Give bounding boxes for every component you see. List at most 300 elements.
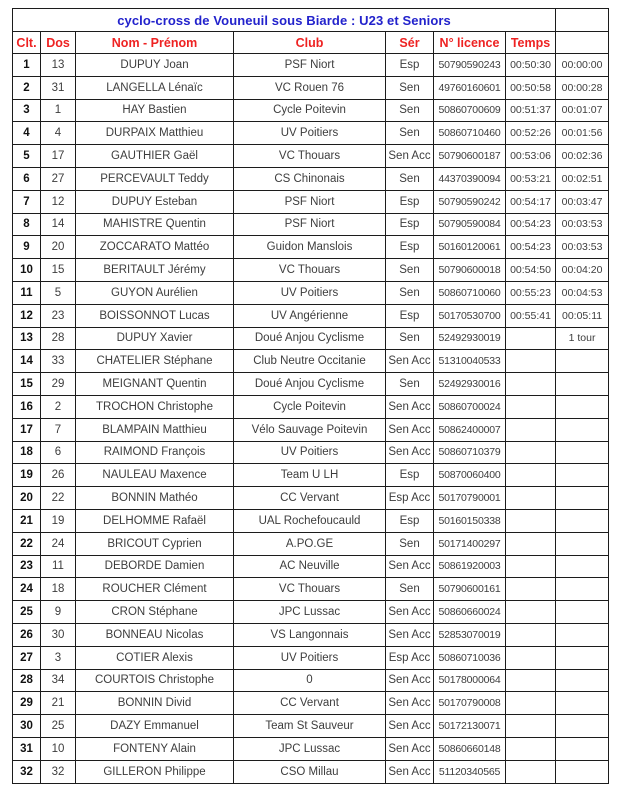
club-cell: Guidon Manslois xyxy=(234,236,386,259)
rank-cell: 2 xyxy=(13,76,41,99)
table-row xyxy=(13,281,609,304)
category-cell: Sen xyxy=(386,99,434,122)
name-cell: GILLERON Philippe xyxy=(76,760,234,783)
bib-cell: 7 xyxy=(41,418,76,441)
table-row xyxy=(13,646,609,669)
club-cell: UV Poitiers xyxy=(234,441,386,464)
time-cell: 00:50:30 xyxy=(506,54,556,77)
category-cell: Esp Acc xyxy=(386,487,434,510)
time-cell xyxy=(506,395,556,418)
rank-cell: 10 xyxy=(13,259,41,282)
time-cell xyxy=(506,669,556,692)
time-cell: 00:54:17 xyxy=(506,190,556,213)
name-cell: DUPUY Esteban xyxy=(76,190,234,213)
col-header-rank: Clt. xyxy=(13,32,41,54)
gap-cell xyxy=(556,623,609,646)
table-row xyxy=(13,418,609,441)
gap-cell: 00:00:28 xyxy=(556,76,609,99)
name-cell: FONTENY Alain xyxy=(76,737,234,760)
rank-cell: 3 xyxy=(13,99,41,122)
rank-cell: 27 xyxy=(13,646,41,669)
category-cell: Sen Acc xyxy=(386,623,434,646)
rank-cell: 20 xyxy=(13,487,41,510)
licence-cell: 50790600018 xyxy=(434,259,506,282)
name-cell: BONNIN Mathéo xyxy=(76,487,234,510)
club-cell: Cycle Poitevin xyxy=(234,99,386,122)
club-cell: CC Vervant xyxy=(234,487,386,510)
category-cell: Sen xyxy=(386,373,434,396)
category-cell: Sen Acc xyxy=(386,601,434,624)
table-row xyxy=(13,190,609,213)
rank-cell: 30 xyxy=(13,715,41,738)
gap-cell xyxy=(556,760,609,783)
club-cell: 0 xyxy=(234,669,386,692)
name-cell: DELHOMME Rafaël xyxy=(76,509,234,532)
title-spacer xyxy=(556,9,609,32)
licence-cell: 50860660148 xyxy=(434,737,506,760)
licence-cell: 50171400297 xyxy=(434,532,506,555)
time-cell xyxy=(506,555,556,578)
licence-cell: 50790600187 xyxy=(434,145,506,168)
col-header-club: Club xyxy=(234,32,386,54)
club-cell: PSF Niort xyxy=(234,213,386,236)
club-cell: AC Neuville xyxy=(234,555,386,578)
bib-cell: 26 xyxy=(41,464,76,487)
name-cell: COURTOIS Christophe xyxy=(76,669,234,692)
rank-cell: 17 xyxy=(13,418,41,441)
category-cell: Sen xyxy=(386,327,434,350)
time-cell xyxy=(506,692,556,715)
category-cell: Esp xyxy=(386,190,434,213)
table-row xyxy=(13,304,609,327)
rank-cell: 16 xyxy=(13,395,41,418)
category-cell: Esp xyxy=(386,213,434,236)
category-cell: Sen xyxy=(386,281,434,304)
time-cell xyxy=(506,737,556,760)
name-cell: NAULEAU Maxence xyxy=(76,464,234,487)
table-row xyxy=(13,99,609,122)
table-row xyxy=(13,555,609,578)
licence-cell: 50790590242 xyxy=(434,190,506,213)
table-row xyxy=(13,532,609,555)
results-body xyxy=(13,54,609,784)
bib-cell: 19 xyxy=(41,509,76,532)
category-cell: Sen Acc xyxy=(386,441,434,464)
bib-cell: 17 xyxy=(41,145,76,168)
table-row xyxy=(13,623,609,646)
rank-cell: 19 xyxy=(13,464,41,487)
table-row xyxy=(13,669,609,692)
category-cell: Sen Acc xyxy=(386,692,434,715)
time-cell xyxy=(506,464,556,487)
licence-cell: 50870060400 xyxy=(434,464,506,487)
gap-cell xyxy=(556,441,609,464)
table-row xyxy=(13,760,609,783)
table-row xyxy=(13,373,609,396)
header-row xyxy=(13,32,609,54)
name-cell: ZOCCARATO Mattéo xyxy=(76,236,234,259)
club-cell: Team St Sauveur xyxy=(234,715,386,738)
bib-cell: 23 xyxy=(41,304,76,327)
category-cell: Sen xyxy=(386,122,434,145)
club-cell: VC Thouars xyxy=(234,145,386,168)
club-cell: VC Thouars xyxy=(234,578,386,601)
bib-cell: 2 xyxy=(41,395,76,418)
licence-cell: 51310040533 xyxy=(434,350,506,373)
title-row xyxy=(13,9,609,32)
licence-cell: 50860700609 xyxy=(434,99,506,122)
rank-cell: 4 xyxy=(13,122,41,145)
club-cell: UV Poitiers xyxy=(234,646,386,669)
rank-cell: 28 xyxy=(13,669,41,692)
time-cell: 00:55:23 xyxy=(506,281,556,304)
category-cell: Esp xyxy=(386,54,434,77)
club-cell: Team U LH xyxy=(234,464,386,487)
gap-cell xyxy=(556,646,609,669)
name-cell: DUPUY Joan xyxy=(76,54,234,77)
time-cell xyxy=(506,646,556,669)
club-cell: Doué Anjou Cyclisme xyxy=(234,373,386,396)
licence-cell: 52492930019 xyxy=(434,327,506,350)
gap-cell: 00:02:51 xyxy=(556,167,609,190)
table-row xyxy=(13,692,609,715)
table-row xyxy=(13,578,609,601)
club-cell: JPC Lussac xyxy=(234,737,386,760)
rank-cell: 13 xyxy=(13,327,41,350)
bib-cell: 13 xyxy=(41,54,76,77)
licence-cell: 50860700024 xyxy=(434,395,506,418)
table-row xyxy=(13,464,609,487)
club-cell: CSO Millau xyxy=(234,760,386,783)
category-cell: Sen Acc xyxy=(386,418,434,441)
club-cell: UV Poitiers xyxy=(234,122,386,145)
col-header-time: Temps xyxy=(506,32,556,54)
rank-cell: 14 xyxy=(13,350,41,373)
rank-cell: 29 xyxy=(13,692,41,715)
club-cell: UV Poitiers xyxy=(234,281,386,304)
bib-cell: 21 xyxy=(41,692,76,715)
table-row xyxy=(13,259,609,282)
name-cell: BRICOUT Cyprien xyxy=(76,532,234,555)
category-cell: Sen Acc xyxy=(386,555,434,578)
gap-cell xyxy=(556,669,609,692)
licence-cell: 50170790001 xyxy=(434,487,506,510)
name-cell: DEBORDE Damien xyxy=(76,555,234,578)
name-cell: MAHISTRE Quentin xyxy=(76,213,234,236)
bib-cell: 24 xyxy=(41,532,76,555)
gap-cell: 00:03:53 xyxy=(556,236,609,259)
licence-cell: 50790590243 xyxy=(434,54,506,77)
name-cell: DUPUY Xavier xyxy=(76,327,234,350)
time-cell xyxy=(506,623,556,646)
club-cell: CS Chinonais xyxy=(234,167,386,190)
category-cell: Sen Acc xyxy=(386,737,434,760)
gap-cell: 00:05:11 xyxy=(556,304,609,327)
name-cell: MEIGNANT Quentin xyxy=(76,373,234,396)
time-cell: 00:54:50 xyxy=(506,259,556,282)
table-row xyxy=(13,122,609,145)
name-cell: TROCHON Christophe xyxy=(76,395,234,418)
gap-cell: 00:03:53 xyxy=(556,213,609,236)
category-cell: Sen xyxy=(386,532,434,555)
rank-cell: 31 xyxy=(13,737,41,760)
licence-cell: 50170790008 xyxy=(434,692,506,715)
category-cell: Sen Acc xyxy=(386,350,434,373)
club-cell: JPC Lussac xyxy=(234,601,386,624)
time-cell xyxy=(506,441,556,464)
rank-cell: 24 xyxy=(13,578,41,601)
club-cell: CC Vervant xyxy=(234,692,386,715)
name-cell: RAIMOND François xyxy=(76,441,234,464)
licence-cell: 50172130071 xyxy=(434,715,506,738)
club-cell: PSF Niort xyxy=(234,54,386,77)
col-header-gap xyxy=(556,32,609,54)
table-row xyxy=(13,145,609,168)
licence-cell: 50860710060 xyxy=(434,281,506,304)
time-cell: 00:54:23 xyxy=(506,213,556,236)
gap-cell: 00:03:47 xyxy=(556,190,609,213)
bib-cell: 25 xyxy=(41,715,76,738)
table-row xyxy=(13,737,609,760)
club-cell: A.PO.GE xyxy=(234,532,386,555)
bib-cell: 10 xyxy=(41,737,76,760)
table-row xyxy=(13,350,609,373)
bib-cell: 3 xyxy=(41,646,76,669)
licence-cell: 51120340565 xyxy=(434,760,506,783)
results-table xyxy=(12,8,609,784)
time-cell xyxy=(506,532,556,555)
club-cell: VC Rouen 76 xyxy=(234,76,386,99)
gap-cell: 00:04:20 xyxy=(556,259,609,282)
licence-cell: 50790600161 xyxy=(434,578,506,601)
bib-cell: 30 xyxy=(41,623,76,646)
rank-cell: 25 xyxy=(13,601,41,624)
name-cell: BLAMPAIN Matthieu xyxy=(76,418,234,441)
time-cell xyxy=(506,373,556,396)
licence-cell: 50860710036 xyxy=(434,646,506,669)
rank-cell: 1 xyxy=(13,54,41,77)
category-cell: Sen Acc xyxy=(386,145,434,168)
bib-cell: 22 xyxy=(41,487,76,510)
gap-cell xyxy=(556,532,609,555)
gap-cell xyxy=(556,578,609,601)
bib-cell: 31 xyxy=(41,76,76,99)
bib-cell: 20 xyxy=(41,236,76,259)
gap-cell xyxy=(556,350,609,373)
club-cell: Club Neutre Occitanie xyxy=(234,350,386,373)
category-cell: Sen xyxy=(386,578,434,601)
bib-cell: 29 xyxy=(41,373,76,396)
table-row xyxy=(13,76,609,99)
name-cell: BONNEAU Nicolas xyxy=(76,623,234,646)
category-cell: Sen xyxy=(386,167,434,190)
rank-cell: 22 xyxy=(13,532,41,555)
table-row xyxy=(13,213,609,236)
licence-cell: 50160150338 xyxy=(434,509,506,532)
time-cell xyxy=(506,601,556,624)
table-row xyxy=(13,327,609,350)
rank-cell: 6 xyxy=(13,167,41,190)
gap-cell xyxy=(556,509,609,532)
table-row xyxy=(13,601,609,624)
licence-cell: 49760160601 xyxy=(434,76,506,99)
category-cell: Esp xyxy=(386,464,434,487)
gap-cell: 00:04:53 xyxy=(556,281,609,304)
time-cell: 00:55:41 xyxy=(506,304,556,327)
gap-cell xyxy=(556,418,609,441)
name-cell: CHATELIER Stéphane xyxy=(76,350,234,373)
gap-cell xyxy=(556,487,609,510)
time-cell xyxy=(506,327,556,350)
category-cell: Esp xyxy=(386,304,434,327)
time-cell: 00:50:58 xyxy=(506,76,556,99)
gap-cell: 00:01:56 xyxy=(556,122,609,145)
table-row xyxy=(13,509,609,532)
name-cell: GUYON Aurélien xyxy=(76,281,234,304)
page-title: cyclo-cross de Vouneuil sous Biarde : U23 et Seniors xyxy=(13,9,556,32)
bib-cell: 9 xyxy=(41,601,76,624)
gap-cell xyxy=(556,737,609,760)
name-cell: CRON Stéphane xyxy=(76,601,234,624)
col-header-licence: N° licence xyxy=(434,32,506,54)
time-cell xyxy=(506,509,556,532)
rank-cell: 15 xyxy=(13,373,41,396)
category-cell: Esp Acc xyxy=(386,646,434,669)
category-cell: Sen Acc xyxy=(386,760,434,783)
rank-cell: 7 xyxy=(13,190,41,213)
time-cell xyxy=(506,350,556,373)
bib-cell: 5 xyxy=(41,281,76,304)
name-cell: LANGELLA Lénaïc xyxy=(76,76,234,99)
club-cell: Cycle Poitevin xyxy=(234,395,386,418)
table-row xyxy=(13,236,609,259)
club-cell: VC Thouars xyxy=(234,259,386,282)
licence-cell: 52853070019 xyxy=(434,623,506,646)
category-cell: Sen Acc xyxy=(386,395,434,418)
name-cell: DURPAIX Matthieu xyxy=(76,122,234,145)
rank-cell: 21 xyxy=(13,509,41,532)
time-cell: 00:54:23 xyxy=(506,236,556,259)
gap-cell xyxy=(556,555,609,578)
bib-cell: 15 xyxy=(41,259,76,282)
time-cell xyxy=(506,418,556,441)
club-cell: UV Angérienne xyxy=(234,304,386,327)
rank-cell: 32 xyxy=(13,760,41,783)
bib-cell: 4 xyxy=(41,122,76,145)
table-row xyxy=(13,395,609,418)
licence-cell: 50178000064 xyxy=(434,669,506,692)
col-header-category: Sér xyxy=(386,32,434,54)
club-cell: PSF Niort xyxy=(234,190,386,213)
bib-cell: 33 xyxy=(41,350,76,373)
gap-cell xyxy=(556,464,609,487)
table-row xyxy=(13,715,609,738)
table-row xyxy=(13,167,609,190)
category-cell: Sen Acc xyxy=(386,669,434,692)
licence-cell: 44370390094 xyxy=(434,167,506,190)
gap-cell xyxy=(556,715,609,738)
name-cell: GAUTHIER Gaël xyxy=(76,145,234,168)
gap-cell xyxy=(556,692,609,715)
time-cell: 00:52:26 xyxy=(506,122,556,145)
licence-cell: 50170530700 xyxy=(434,304,506,327)
licence-cell: 52492930016 xyxy=(434,373,506,396)
category-cell: Esp xyxy=(386,236,434,259)
bib-cell: 27 xyxy=(41,167,76,190)
bib-cell: 28 xyxy=(41,327,76,350)
licence-cell: 50160120061 xyxy=(434,236,506,259)
club-cell: UAL Rochefoucauld xyxy=(234,509,386,532)
name-cell: COTIER Alexis xyxy=(76,646,234,669)
licence-cell: 50860660024 xyxy=(434,601,506,624)
rank-cell: 9 xyxy=(13,236,41,259)
gap-cell: 1 tour xyxy=(556,327,609,350)
rank-cell: 26 xyxy=(13,623,41,646)
name-cell: BONNIN Divid xyxy=(76,692,234,715)
gap-cell xyxy=(556,395,609,418)
licence-cell: 50860710460 xyxy=(434,122,506,145)
bib-cell: 14 xyxy=(41,213,76,236)
col-header-name: Nom - Prénom xyxy=(76,32,234,54)
name-cell: PERCEVAULT Teddy xyxy=(76,167,234,190)
category-cell: Sen xyxy=(386,76,434,99)
licence-cell: 50862400007 xyxy=(434,418,506,441)
bib-cell: 32 xyxy=(41,760,76,783)
category-cell: Esp xyxy=(386,509,434,532)
name-cell: ROUCHER Clément xyxy=(76,578,234,601)
time-cell xyxy=(506,760,556,783)
time-cell xyxy=(506,487,556,510)
licence-cell: 50861920003 xyxy=(434,555,506,578)
rank-cell: 23 xyxy=(13,555,41,578)
licence-cell: 50860710379 xyxy=(434,441,506,464)
licence-cell: 50790590084 xyxy=(434,213,506,236)
time-cell: 00:53:06 xyxy=(506,145,556,168)
rank-cell: 18 xyxy=(13,441,41,464)
bib-cell: 1 xyxy=(41,99,76,122)
category-cell: Sen xyxy=(386,259,434,282)
gap-cell: 00:00:00 xyxy=(556,54,609,77)
rank-cell: 12 xyxy=(13,304,41,327)
bib-cell: 11 xyxy=(41,555,76,578)
category-cell: Sen Acc xyxy=(386,715,434,738)
club-cell: Doué Anjou Cyclisme xyxy=(234,327,386,350)
bib-cell: 6 xyxy=(41,441,76,464)
col-header-bib: Dos xyxy=(41,32,76,54)
name-cell: HAY Bastien xyxy=(76,99,234,122)
gap-cell: 00:02:36 xyxy=(556,145,609,168)
rank-cell: 11 xyxy=(13,281,41,304)
rank-cell: 5 xyxy=(13,145,41,168)
time-cell xyxy=(506,578,556,601)
rank-cell: 8 xyxy=(13,213,41,236)
bib-cell: 12 xyxy=(41,190,76,213)
name-cell: DAZY Emmanuel xyxy=(76,715,234,738)
club-cell: VS Langonnais xyxy=(234,623,386,646)
name-cell: BOISSONNOT Lucas xyxy=(76,304,234,327)
bib-cell: 34 xyxy=(41,669,76,692)
time-cell: 00:53:21 xyxy=(506,167,556,190)
table-row xyxy=(13,487,609,510)
time-cell: 00:51:37 xyxy=(506,99,556,122)
bib-cell: 18 xyxy=(41,578,76,601)
gap-cell xyxy=(556,373,609,396)
table-row xyxy=(13,54,609,77)
table-row xyxy=(13,441,609,464)
club-cell: Vélo Sauvage Poitevin xyxy=(234,418,386,441)
gap-cell: 00:01:07 xyxy=(556,99,609,122)
gap-cell xyxy=(556,601,609,624)
